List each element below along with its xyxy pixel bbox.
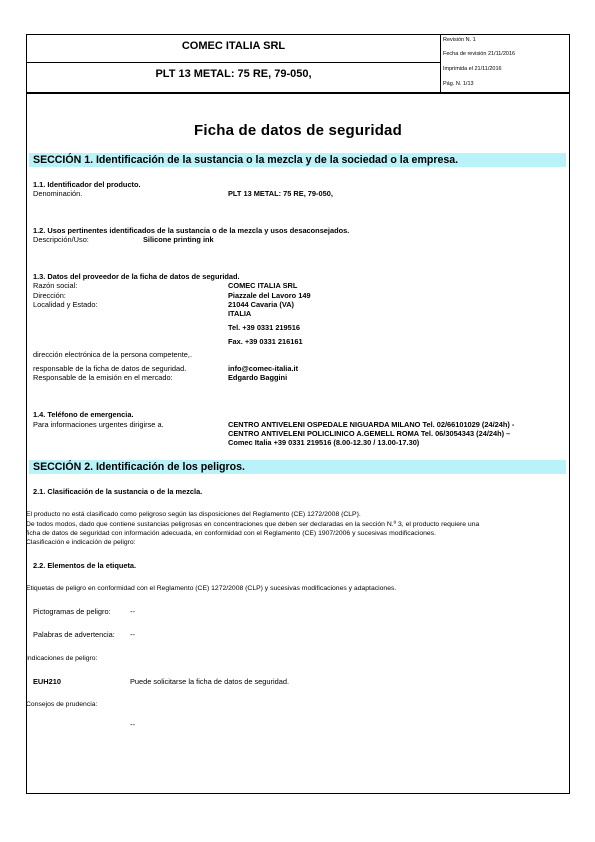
s13-title: 1.3. Datos del proveedor de la ficha de datos de seguridad. [33, 272, 240, 281]
section2-heading: SECCIÓN 2. Identificación de los peligros. [33, 461, 245, 473]
euh-code: EUH210 [33, 677, 61, 686]
label-intro: Etiquetas de peligro en conformidad con el Reglamento (CE) 1272/2008 (CLP) y sucesivas modificaciones y adaptaciones. [26, 585, 397, 592]
pais-value: ITALIA [228, 309, 252, 318]
pictogramas-value: -- [130, 607, 135, 616]
razon-value: COMEC ITALIA SRL [228, 281, 298, 290]
euh-text: Puede solicitarse la ficha de datos de seguridad. [130, 677, 289, 686]
consejos-label: Consejos de prudencia: [26, 701, 98, 708]
palabras-value: -- [130, 630, 135, 639]
urgent-label: Para informaciones urgentes dirigirse a. [33, 420, 164, 429]
s2-para4: Clasificación e indicación de peligro: [26, 539, 136, 546]
header-product: PLT 13 METAL: 75 RE, 79-050, [155, 68, 312, 80]
email-value: info@comec-italia.it [228, 364, 299, 373]
fax-value: Fax. +39 0331 216161 [228, 337, 303, 346]
urgent-line3: Comec Italia +39 0331 219516 (8.00-12.30 / 13.00-17.30) [228, 438, 420, 447]
urgent-line1: CENTRO ANTIVELENI OSPEDALE NIGUARDA MILANO Tel. 02/66101029 (24/24h) - [228, 420, 515, 429]
uso-label: Descripción/Uso: [33, 235, 89, 244]
header-revision: Revisión N. 1 [443, 37, 476, 43]
razon-label: Razón social: [33, 281, 78, 290]
section1-heading-band [29, 153, 566, 167]
localidad-value: 21044 Cavaria (VA) [228, 300, 295, 309]
s14-title: 1.4. Teléfono de emergencia. [33, 410, 134, 419]
s2-para2: De todos modos, dado que contiene sustancias peligrosas en concentraciones que deben ser declaradas en la sección N.º 3, el producto requiere una [26, 521, 480, 528]
s12-title: 1.2. Usos pertinentes identificados de la sustancia o de la mezcla y usos desaconsejados. [33, 226, 350, 235]
tel-value: Tel. +39 0331 219516 [228, 323, 300, 332]
denominacion-value: PLT 13 METAL: 75 RE, 79-050, [228, 189, 333, 198]
resp-value: Edgardo Baggini [228, 373, 288, 382]
urgent-line2: CENTRO ANTIVELENI POLICLINICO A.GEMELL ROMA Tel. 06/3054343 (24/24h) – [228, 429, 511, 438]
email-person-label: dirección electrónica de la persona competente,. [33, 350, 192, 359]
palabras-label: Palabras de advertencia: [33, 630, 115, 639]
s2-para3: ficha de datos de seguridad con información adecuada, en conformidad con el Reglamento (CE) 1907/2006 y sucesivas modificaciones. [26, 530, 436, 537]
header-company: COMEC ITALIA SRL [181, 40, 286, 52]
header-printed: Imprimida el 21/11/2016 [443, 66, 502, 72]
s2-para1: El producto no está clasificado como peligroso según las disposiciones del Reglamento (CE) 1272/2008 (CLP). [26, 511, 361, 518]
section2-heading-band [29, 460, 566, 474]
resp-label: Responsable de la emisión en el mercado: [33, 373, 173, 382]
header-page: Pág. N. 1/13 [443, 81, 474, 87]
consejos-value: -- [130, 720, 135, 729]
s21-title: 2.1. Clasificación de la sustancia o de la mezcla. [33, 487, 203, 496]
direccion-label: Dirección: [33, 291, 66, 300]
header-revision-date: Fecha de revisión 21/11/2016 [443, 51, 516, 57]
localidad-label: Localidad y Estado: [33, 300, 98, 309]
s11-title: 1.1. Identificador del producto. [33, 180, 141, 189]
direccion-value: Piazzale del Lavoro 149 [228, 291, 311, 300]
document-title: Ficha de datos de seguridad [194, 122, 402, 139]
uso-value: Silicone printing ink [143, 235, 214, 244]
s22-title: 2.2. Elementos de la etiqueta. [33, 561, 137, 570]
indicaciones-label: Indicaciones de peligro: [26, 655, 98, 662]
denominacion-label: Denominación. [33, 189, 83, 198]
section1-heading: SECCIÓN 1. Identificación de la sustancia o la mezcla y de la sociedad o la empresa. [33, 154, 459, 166]
pictogramas-label: Pictogramas de peligro: [33, 607, 111, 616]
email-resp-label: responsable de la ficha de datos de seguridad. [33, 364, 187, 373]
